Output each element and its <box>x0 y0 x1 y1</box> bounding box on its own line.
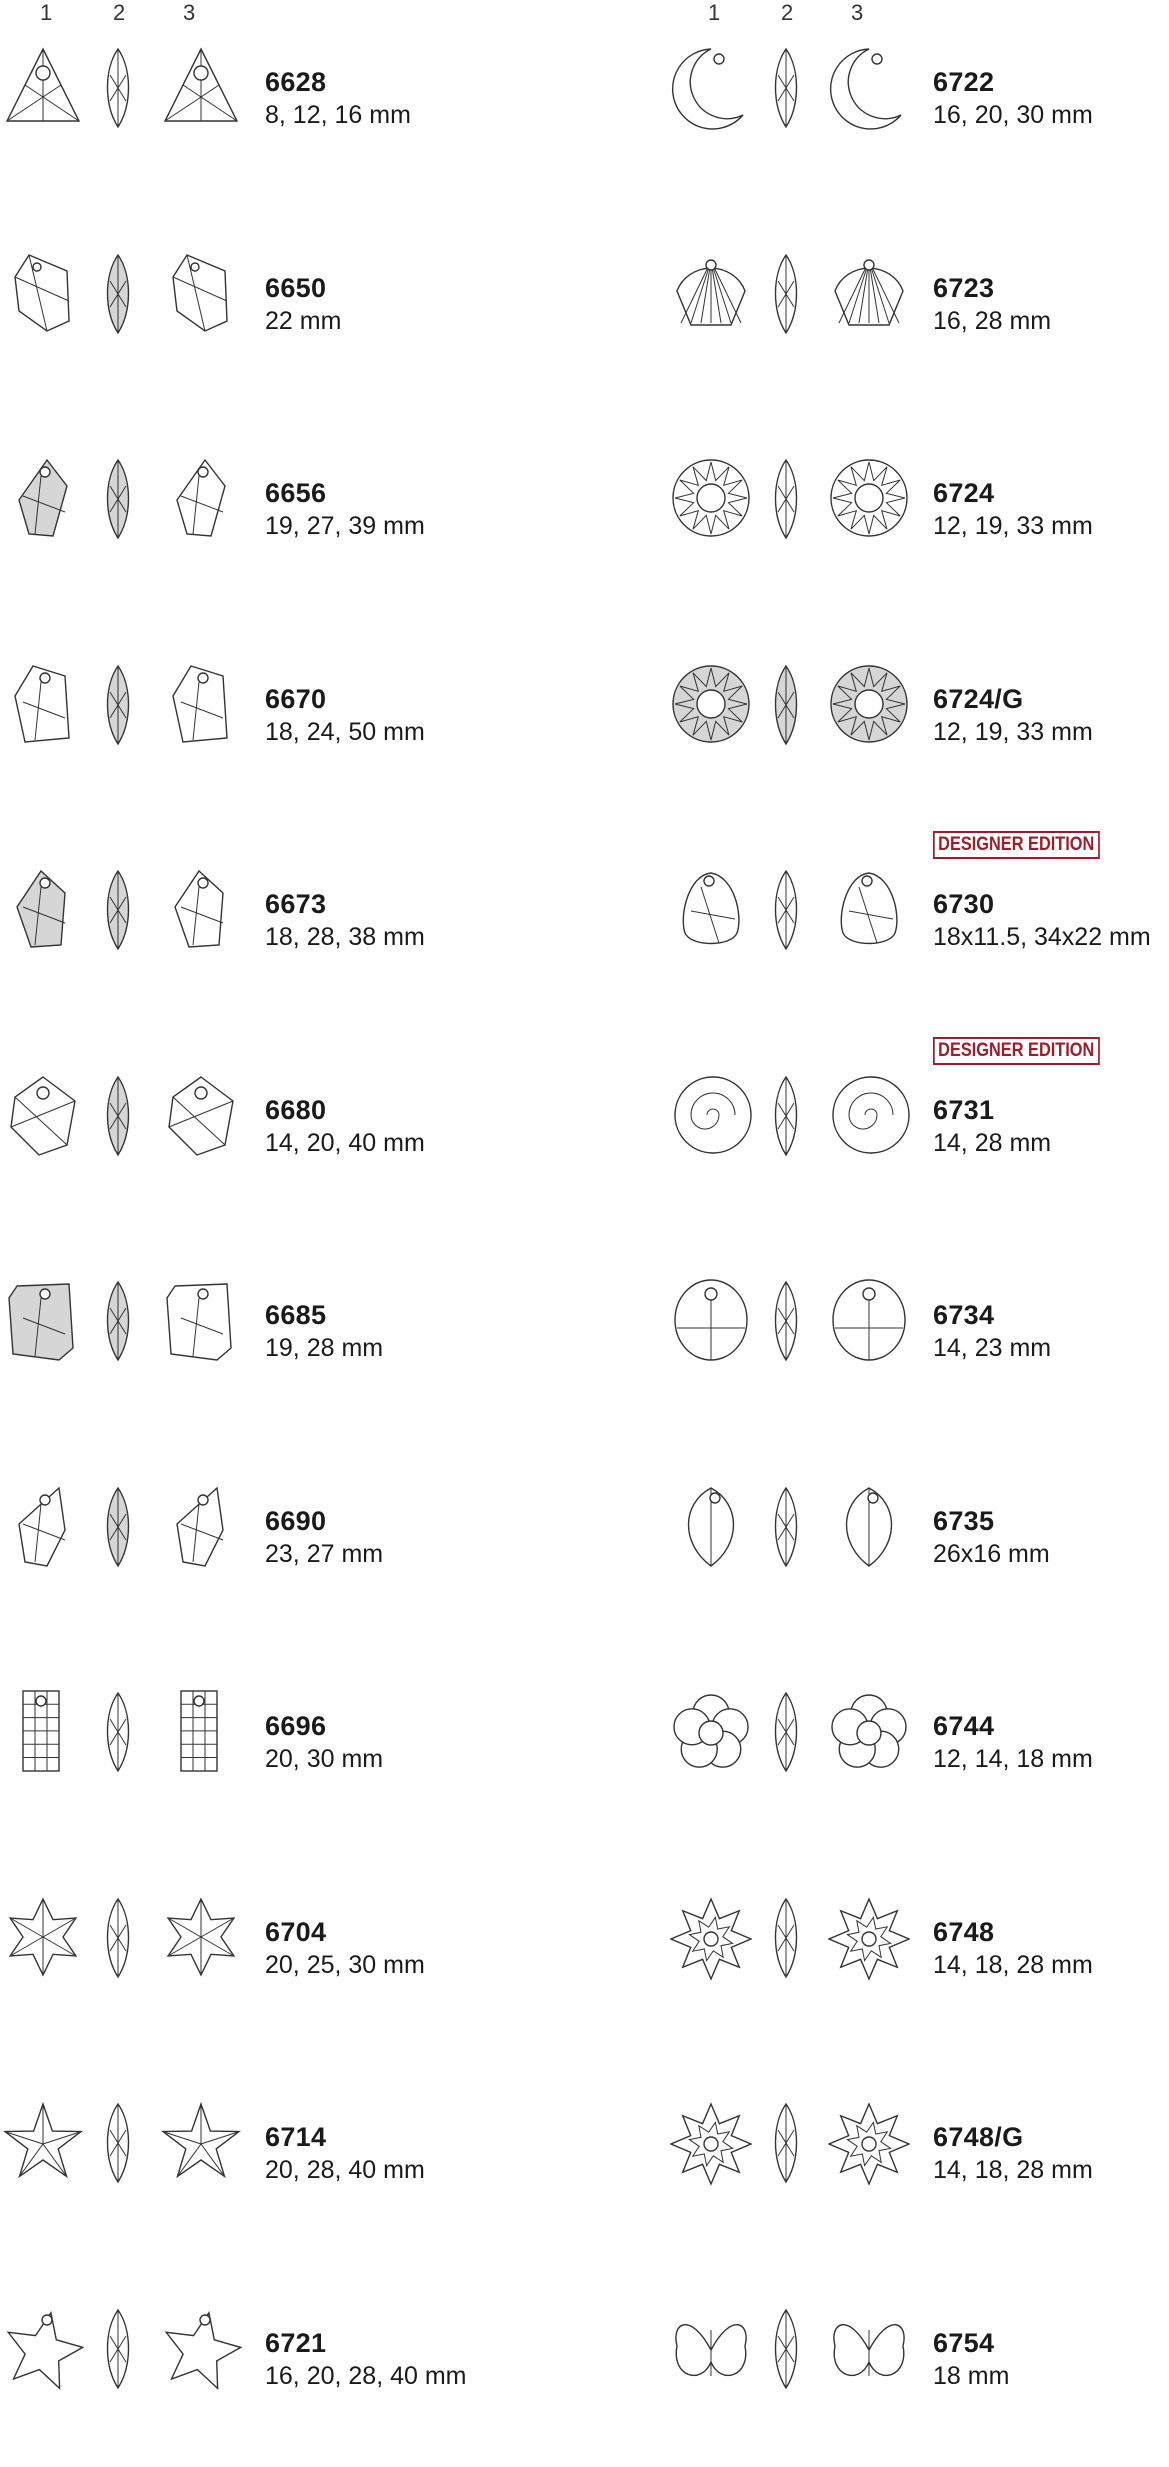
back-view-3 <box>160 1278 242 1364</box>
pendant-entry <box>668 1039 1169 1193</box>
pendant-views <box>0 1073 250 1193</box>
article-code: 6722 <box>933 67 995 97</box>
side-view-2 <box>764 1895 808 1981</box>
pendant-entry <box>0 456 560 576</box>
back-view-3 <box>828 45 910 131</box>
pendant-entry <box>0 251 560 371</box>
front-view-1 <box>670 1895 752 1981</box>
article-sizes: 18 mm <box>933 2361 1010 2390</box>
pendant-entry <box>668 1689 1169 1809</box>
pendant-views <box>0 662 250 782</box>
back-view-3 <box>160 456 242 542</box>
front-view-1 <box>2 456 84 542</box>
pendant-views <box>668 662 918 782</box>
side-view-2 <box>764 1689 808 1775</box>
side-view-2 <box>96 45 140 131</box>
back-view-3 <box>828 251 910 337</box>
view-label-1: 1 <box>40 0 53 25</box>
pendant-views <box>0 1689 250 1809</box>
front-view-1 <box>670 2100 752 2186</box>
pendant-entry <box>668 1278 1169 1398</box>
article-code: 6754 <box>933 2327 995 2358</box>
view-label-3: 3 <box>183 0 196 25</box>
side-view-2 <box>96 456 140 542</box>
back-view-3 <box>828 1689 910 1775</box>
article-code: 6748/G <box>933 2122 1024 2152</box>
pendant-entry <box>668 1895 1169 2015</box>
pendant-views <box>668 1895 918 2015</box>
side-view-2 <box>96 1073 140 1159</box>
article-sizes: 14, 23 mm <box>933 1334 1052 1362</box>
side-view-2 <box>764 1484 808 1570</box>
side-view-2 <box>96 251 140 337</box>
side-view-2 <box>764 867 808 953</box>
pendant-views <box>668 45 918 165</box>
pendant-views <box>668 1073 918 1193</box>
pendant-views <box>0 45 250 165</box>
article-sizes: 18, 28, 38 mm <box>265 923 425 951</box>
article-sizes: 14, 18, 28 mm <box>933 2156 1093 2184</box>
side-view-2 <box>764 45 808 131</box>
designer-edition-badge: DESIGNER EDITION <box>933 1037 1099 1065</box>
side-view-2 <box>764 1278 808 1364</box>
article-sizes: 19, 28 mm <box>265 1334 384 1362</box>
side-view-2 <box>96 2306 140 2392</box>
front-view-1 <box>2 2306 84 2392</box>
article-code: 6696 <box>265 1711 327 1741</box>
side-view-2 <box>96 2100 140 2186</box>
designer-edition-badge: DESIGNER EDITION <box>933 831 1099 859</box>
pendant-views <box>668 2100 918 2220</box>
view-label-2: 2 <box>781 0 794 25</box>
back-view-3 <box>828 456 910 542</box>
pendant-views <box>668 1278 918 1398</box>
side-view-2 <box>764 1073 808 1159</box>
side-view-2 <box>764 251 808 337</box>
back-view-3 <box>160 1689 242 1775</box>
article-code: 6656 <box>265 478 327 508</box>
article-code: 6721 <box>265 2327 327 2358</box>
front-view-1 <box>670 1073 752 1159</box>
article-sizes: 12, 19, 33 mm <box>933 512 1093 540</box>
front-view-1 <box>670 1484 752 1570</box>
front-view-1 <box>2 1073 84 1159</box>
article-code: 6731 <box>933 1094 995 1125</box>
front-view-1 <box>670 1689 752 1775</box>
pendant-entry <box>0 1484 560 1604</box>
article-sizes: 12, 19, 33 mm <box>933 717 1093 746</box>
article-code: 6704 <box>265 1916 327 1947</box>
article-sizes: 12, 14, 18 mm <box>933 1745 1093 1773</box>
article-sizes: 20, 25, 30 mm <box>265 1950 425 1979</box>
front-view-1 <box>670 251 752 337</box>
view-label-3: 3 <box>851 0 864 25</box>
article-code: 6690 <box>265 1505 327 1536</box>
back-view-3 <box>160 2306 242 2392</box>
side-view-2 <box>96 1484 140 1570</box>
article-sizes: 20, 30 mm <box>265 1745 384 1773</box>
back-view-3 <box>160 45 242 131</box>
article-sizes: 14, 18, 28 mm <box>933 1950 1093 1979</box>
front-view-1 <box>2 1895 84 1981</box>
view-label-1: 1 <box>708 0 721 25</box>
article-code: 6724 <box>933 478 995 508</box>
back-view-3 <box>828 1073 910 1159</box>
article-sizes: 20, 28, 40 mm <box>265 2156 425 2184</box>
pendant-entry <box>0 45 560 165</box>
pendant-entry <box>668 45 1169 165</box>
pendant-views <box>0 867 250 987</box>
pendant-entry <box>0 867 560 987</box>
pendant-entry <box>668 456 1169 576</box>
article-code: 6670 <box>265 683 327 714</box>
back-view-3 <box>160 867 242 953</box>
pendant-entry <box>668 1484 1169 1604</box>
right-column <box>668 0 1169 2467</box>
article-code: 6724/G <box>933 683 1024 714</box>
pendant-entry <box>0 2100 560 2220</box>
front-view-1 <box>670 1278 752 1364</box>
front-view-1 <box>2 251 84 337</box>
side-view-2 <box>96 867 140 953</box>
side-view-2 <box>96 1689 140 1775</box>
pendant-views <box>668 867 918 987</box>
article-code: 6734 <box>933 1300 995 1330</box>
back-view-3 <box>160 1073 242 1159</box>
article-code: 6735 <box>933 1505 995 1536</box>
pendant-views <box>668 456 918 576</box>
pendant-views <box>0 2306 250 2426</box>
front-view-1 <box>670 45 752 131</box>
pendant-entry <box>0 2306 560 2426</box>
article-code: 6723 <box>933 272 995 303</box>
front-view-1 <box>2 1278 84 1364</box>
pendant-views <box>0 1278 250 1398</box>
pendant-entry <box>0 1073 560 1193</box>
side-view-2 <box>764 456 808 542</box>
back-view-3 <box>160 2100 242 2186</box>
back-view-3 <box>160 1484 242 1570</box>
article-sizes: 22 mm <box>265 306 342 335</box>
left-column <box>0 0 560 2467</box>
side-view-2 <box>96 1278 140 1364</box>
side-view-2 <box>764 2100 808 2186</box>
front-view-1 <box>2 867 84 953</box>
pendant-entry <box>668 2306 1169 2426</box>
back-view-3 <box>160 662 242 748</box>
pendant-entry <box>0 1895 560 2015</box>
front-view-1 <box>670 867 752 953</box>
pendant-views <box>668 251 918 371</box>
article-sizes: 18, 24, 50 mm <box>265 717 425 746</box>
front-view-1 <box>670 2306 752 2392</box>
front-view-1 <box>2 1484 84 1570</box>
front-view-1 <box>670 662 752 748</box>
front-view-1 <box>2 45 84 131</box>
pendant-views <box>668 1689 918 1809</box>
front-view-1 <box>670 456 752 542</box>
front-view-1 <box>2 1689 84 1775</box>
back-view-3 <box>828 2306 910 2392</box>
article-sizes: 14, 20, 40 mm <box>265 1128 425 1157</box>
article-code: 6673 <box>265 889 327 919</box>
pendant-entry <box>668 662 1169 782</box>
back-view-3 <box>828 662 910 748</box>
pendant-views <box>0 456 250 576</box>
article-code: 6744 <box>933 1711 995 1741</box>
article-sizes: 23, 27 mm <box>265 1539 384 1568</box>
pendant-entry <box>668 834 1169 987</box>
article-code: 6714 <box>265 2122 327 2152</box>
back-view-3 <box>828 1278 910 1364</box>
pendant-entry <box>668 251 1169 371</box>
pendant-views <box>0 2100 250 2220</box>
side-view-2 <box>764 662 808 748</box>
back-view-3 <box>828 1484 910 1570</box>
back-view-3 <box>160 251 242 337</box>
article-code: 6730 <box>933 889 995 919</box>
side-view-2 <box>764 2306 808 2392</box>
article-sizes: 26x16 mm <box>933 1539 1050 1568</box>
side-view-2 <box>96 1895 140 1981</box>
article-code: 6650 <box>265 272 327 303</box>
back-view-3 <box>828 2100 910 2186</box>
article-code: 6748 <box>933 1916 995 1947</box>
article-sizes: 19, 27, 39 mm <box>265 512 425 540</box>
view-label-2: 2 <box>113 0 126 25</box>
pendant-entry <box>0 1278 560 1398</box>
pendant-views <box>0 1895 250 2015</box>
article-sizes: 18x11.5, 34x22 mm <box>933 923 1151 951</box>
pendant-entry <box>0 1689 560 1809</box>
pendant-entry <box>0 662 560 782</box>
pendant-views <box>668 2306 918 2426</box>
pendant-views <box>668 1484 918 1604</box>
back-view-3 <box>828 1895 910 1981</box>
article-sizes: 8, 12, 16 mm <box>265 101 411 129</box>
back-view-3 <box>160 1895 242 1981</box>
article-code: 6685 <box>265 1300 327 1330</box>
back-view-3 <box>828 867 910 953</box>
article-code: 6680 <box>265 1094 327 1125</box>
article-sizes: 16, 20, 28, 40 mm <box>265 2361 467 2390</box>
pendant-views <box>0 251 250 371</box>
article-sizes: 16, 28 mm <box>933 306 1052 335</box>
front-view-1 <box>2 662 84 748</box>
side-view-2 <box>96 662 140 748</box>
article-code: 6628 <box>265 67 327 97</box>
article-sizes: 16, 20, 30 mm <box>933 101 1093 129</box>
pendant-entry <box>668 2100 1169 2220</box>
front-view-1 <box>2 2100 84 2186</box>
article-sizes: 14, 28 mm <box>933 1128 1052 1157</box>
pendant-views <box>0 1484 250 1604</box>
